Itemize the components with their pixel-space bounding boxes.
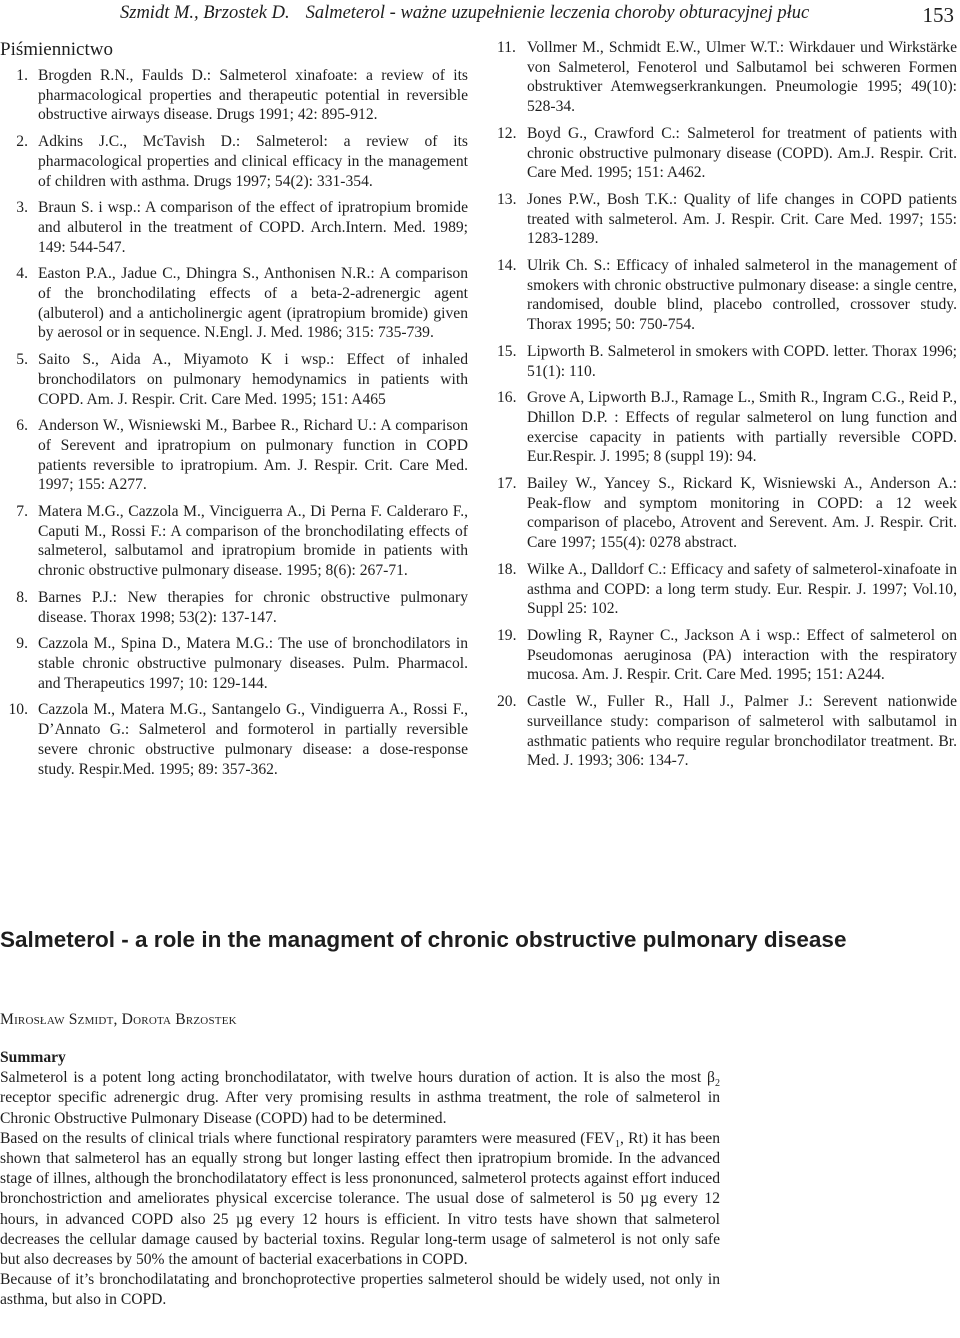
reference-item [497,626,957,685]
reference-number: 12. [497,124,517,142]
reference-item [497,560,957,619]
reference-item [497,692,957,771]
references-right-column [497,38,957,778]
reference-text: Anderson W., Wisniewski M., Barbee R., Richard U.: A comparison of Serevent and ipratropium on pulmonary function in COPD patients reversible to ipratropium. Am. J. Respir. Crit. Care Med. 1997; 155: A277. [38,417,468,494]
reference-number: 5. [16,351,28,369]
summary-text: Salmeterol is a potent long acting bronchodilatator, with twelve hours duration of action. It is also the most β [0,1069,715,1087]
reference-text: Saito S., Aida A., Miyamoto K i wsp.: Effect of inhaled bronchodilators on pulmonary hemodynamics in patients with COPD. Am. J. Respir. Crit. Care Med. 1995; 151: A465 [38,351,468,408]
reference-item [0,350,468,409]
running-head-authors: Szmidt M., Brzostek D. [120,3,290,23]
summary-text: , Rt) it has been shown that salmeterol has an equally strong but longer lasting effect then ipratropium bromide. In the advanced stage of illnes, although the bronchodilatatory effect is less prononunced, salmeterol protects against effort induced bronchostriction and ameliorates physical excercise tolerance. The usual dose of salmeterol is 50 µg every 12 hours, in advanced COPD also 25 µg every 12 hours is efficient. In vitro tests have shown that salmeterol decreases the cellular damage caused by bacterial toxins. Regular long-term usage of salmeterol is not only safe but also decreases by 50% the amount of bacterial exacerbations in COPD. [0,1129,720,1269]
reference-number: 11. [497,39,516,56]
reference-item [497,124,957,183]
reference-text: Brogden R.N., Faulds D.: Salmeterol xinafoate: a review of its pharmacological properties and therapeutic potential in reversible obstructive airways disease. Drugs 1991; 42: 895-912. [38,67,468,124]
reference-item [497,388,957,467]
reference-item [0,132,468,191]
reference-item [0,198,468,257]
reference-text: Barnes P.J.: New therapies for chronic obstructive pulmonary disease. Thorax 1998; 53(2): 137-147. [38,588,468,626]
reference-text: Lipworth B. Salmeterol in smokers with COPD. letter. Thorax 1996; 51(1): 110. [527,342,957,380]
reference-number: 7. [16,503,28,521]
english-article-title: Salmeterol - a role in the managment of chronic obstructive pulmonary disease [0,927,847,952]
reference-text: Cazzola M., Spina D., Matera M.G.: The use of bronchodilators in stable chronic obstructive pulmonary diseases. Pulm. Pharmacol. and Therapeutics 1997; 10: 129-144. [38,635,468,692]
reference-text: Dowling R, Rayner C., Jackson A i wsp.: Effect of salmeterol on Pseudomonas aeruginosa (PA) interaction with the respiratory mucosa. Am. J. Respir. Crit. Care Med. 1995; 151: A244. [527,626,957,684]
reference-text: Vollmer M., Schmidt E.W., Ulmer W.T.: Wirkdauer und Wirkstärke von Salmeterol, Fenoterol und Salbutamol bei schweren Formen obstruktiver Atemwegserkrankungen. Pneumologie 1995; 49(10): 528-34. [527,39,957,116]
references-left-column [0,38,468,786]
reference-item [0,588,468,627]
reference-text: Adkins J.C., McTavish D.: Salmeterol: a review of its pharmacological properties and clinical efficacy in the management of children with asthma. Drugs 1997; 54(2): 331-354. [38,133,468,190]
page-number: 153 [922,3,954,27]
reference-number: 1. [16,67,28,84]
subscript: 1 [614,1138,620,1150]
summary-paragraph [0,1068,720,1129]
reference-item [497,474,957,553]
summary-text: Based on the results of clinical trials where functional respiratory paramters were measured (FEV [0,1129,615,1147]
reference-number: 16. [497,389,517,407]
running-head-title: Salmeterol - ważne uzupełnienie leczenia choroby obturacyjnej płuc [305,3,810,23]
reference-item [0,634,468,693]
reference-item [497,256,957,335]
reference-number: 19. [497,626,517,644]
reference-text: Bailey W., Yancey S., Rickard K, Wisniewski A., Anderson A.: Peak-flow and symptom monitoring in COPD: a 12 week comparison of placebo, Atrovent and Serevent. Am. J. Respir. Crit. Care 1997; 155(4): 0278 abstract. [527,475,957,552]
reference-item [0,66,468,125]
reference-item [0,416,468,495]
running-head [120,0,840,26]
reference-item [497,342,957,381]
english-authors: Mirosław Szmidt, Dorota Brzostek [0,1011,237,1028]
reference-number: 6. [16,417,28,435]
summary-section [0,1048,720,1311]
summary-paragraph [0,1129,720,1270]
reference-number: 17. [497,475,517,493]
references-heading: Piśmiennictwo [0,39,113,60]
reference-number: 10. [8,701,28,719]
summary-paragraph: Because of it’s bronchodilatating and bronchoprotective properties salmeterol should be widely used, not only in asthma, but also in COPD. [0,1271,720,1309]
reference-number: 18. [497,560,517,578]
reference-number: 2. [16,133,28,151]
reference-number: 13. [497,190,517,208]
reference-item [497,190,957,249]
subscript: 2 [715,1078,720,1090]
reference-number: 3. [16,199,28,217]
reference-item [0,502,468,581]
reference-text: Jones P.W., Bosh T.K.: Quality of life changes in COPD patients treated with salmeterol. Am. J. Respir. Crit. Care Med. 1997; 155: 1283-1289. [527,190,957,248]
reference-item [0,700,468,779]
reference-text: Grove A, Lipworth B.J., Ramage L., Smith R., Ingram C.G., Reid P., Dhillon D.P. : Effects of regular salmeterol on lung function and exercise capacity in patients with partially reversible COPD. Eur.Respir. J. 1995; 8 (suppl 19): 94. [527,389,957,466]
reference-number: 8. [16,588,28,606]
reference-item [0,264,468,343]
reference-text: Braun S. i wsp.: A comparison of the effect of ipratropium bromide and albuterol in the treatment of COPD. Arch.Intern. Med. 1989; 149: 544-547. [38,199,468,256]
reference-number: 15. [497,342,517,360]
reference-text: Easton P.A., Jadue C., Dhingra S., Anthonisen N.R.: A comparison of the bronchodilating effects of a beta-2-adrenergic agent (albuterol) and a anticholinergic agent (ipratropium bromide) given by aerosol or in sequence. N.Engl. J. Med. 1986; 315: 735-739. [38,265,468,342]
reference-text: Castle W., Fuller R., Hall J., Palmer J.: Serevent nationwide surveillance study: comparison of salmeterol with salbutamol in asthmatic patients who require regular bronchodilator treatment. Br. Med. J. 1993; 306: 134-7. [527,693,957,770]
reference-number: 20. [497,693,517,711]
reference-text: Boyd G., Crawford C.: Salmeterol for treatment of patients with chronic obstructive pulmonary disease (COPD). Am.J. Respir. Crit. Care Med. 1995; 151: A462. [527,124,957,182]
reference-text: Cazzola M., Matera M.G., Santangelo G., Vindiguerra A., Rossi F., D’Annato G.: Salmeterol and formoterol in partially reversible severe chronic obstructive pulmonary disease: a dose-response study. Respir.Med. 1995; 89: 357-362. [38,701,468,778]
reference-number: 9. [16,635,28,653]
summary-text: receptor specific adrenergic drug. After very promising results in asthma treatment, the role of salmeterol in Chronic Obstructive Pulmonary Disease (COPD) had to be determined. [0,1089,720,1127]
reference-text: Ulrik Ch. S.: Efficacy of inhaled salmeterol in the management of smokers with chronic obstructive pulmonary disease: a single centre, randomised, double blind, placebo controlled, crossover study. Thorax 1995; 50: 750-754. [527,257,958,334]
reference-text: Wilke A., Dalldorf C.: Efficacy and safety of salmeterol-xinafoate in asthma and COPD: a long term study. Eur. Respir. J. 1997; Vol.10, Suppl 25: 102. [527,560,957,618]
reference-number: 4. [16,265,28,283]
reference-item [497,38,957,117]
reference-text: Matera M.G., Cazzola M., Vinciguerra A., Di Perna F. Calderaro F., Caputi M., Rossi F.: A comparison of the bronchodilating effects of salmeterol, salbutamol and ipratropium bromide in patients with chronic obstructive pulmonary disease. 1995; 8(6): 267-71. [38,503,468,580]
reference-number: 14. [497,257,517,275]
summary-heading: Summary [0,1049,66,1066]
